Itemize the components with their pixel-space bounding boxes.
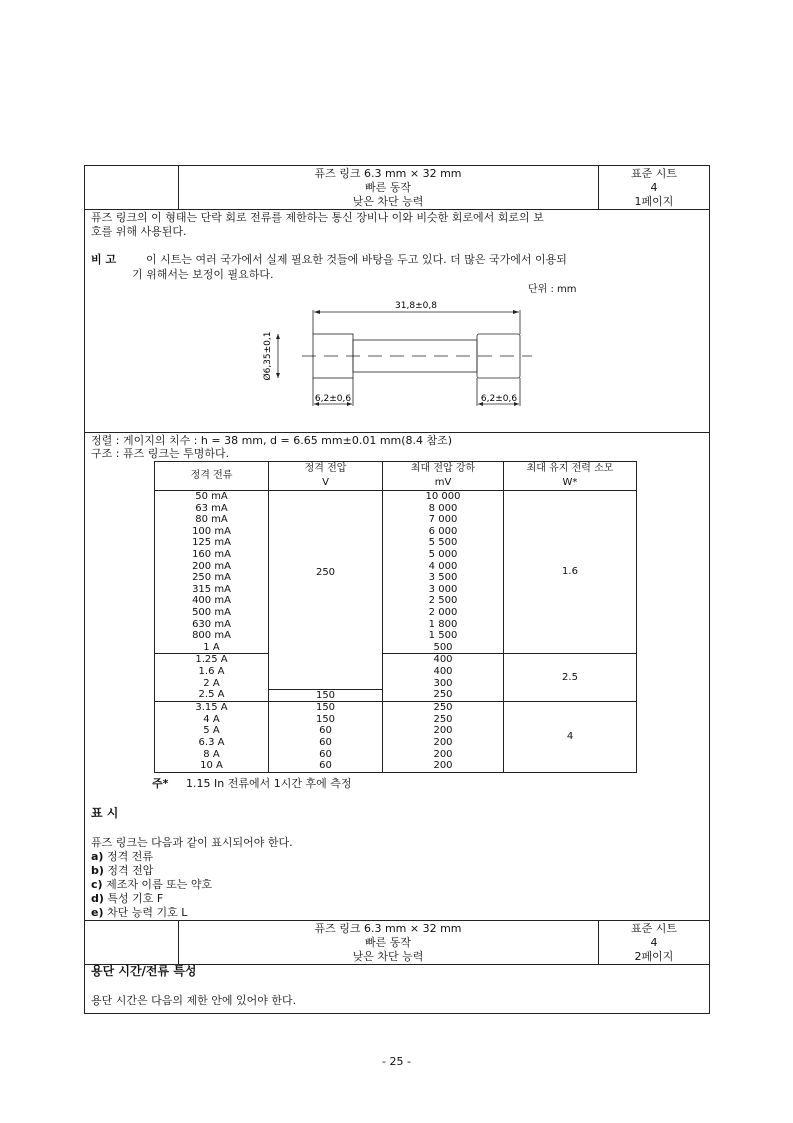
- cell: 200 mA: [192, 560, 231, 572]
- sheet2-title-line1: 퓨즈 링크 6.3 mm × 32 mm: [314, 922, 462, 935]
- marking-text: 특성 기호 F: [107, 892, 164, 905]
- cell: 3 500: [428, 572, 458, 584]
- cell: 4 A: [203, 713, 220, 725]
- cell: 160 mA: [192, 548, 231, 560]
- marking-item-e: [91, 906, 187, 919]
- cell: 5 500: [428, 537, 458, 549]
- table-row-group2: [155, 654, 637, 702]
- cell: 500 mA: [192, 606, 231, 618]
- cell: 300: [433, 677, 453, 689]
- group3-power: 4: [504, 702, 637, 773]
- group2-drops: [383, 654, 504, 702]
- rating-line: 정렬 : 게이지의 치수 : h = 38 mm, d = 6.65 mm±0.01 mm(8.4 참조): [91, 434, 453, 447]
- marking-text: 정격 전류: [106, 850, 153, 863]
- cell: 7 000: [428, 514, 458, 526]
- marking-key: d): [91, 892, 104, 905]
- cell: 400 mA: [192, 595, 231, 607]
- cell: 5 A: [203, 725, 220, 737]
- cell: 200: [433, 725, 453, 737]
- note-line2: 기 위해서는 보정이 필요하다.: [132, 268, 274, 281]
- cell: 4 000: [428, 560, 458, 572]
- sheet2-title-line2: 빠른 동작: [364, 936, 411, 949]
- cell: 60: [319, 736, 332, 748]
- sheet1-title-line2: 빠른 동작: [364, 181, 411, 194]
- intro-line2: 호를 위해 사용된다.: [91, 225, 187, 238]
- group3-currents: [155, 702, 269, 773]
- cell: 400: [433, 654, 453, 666]
- group1-voltage: 250: [269, 491, 383, 654]
- table-row-group3: [155, 702, 637, 773]
- cell: 2 A: [203, 677, 220, 689]
- cell: 2 000: [428, 606, 458, 618]
- cell: 8 000: [428, 502, 458, 514]
- group2-currents: [155, 654, 269, 702]
- drawing-bottom-rule: [84, 432, 710, 433]
- cell: 250 mA: [192, 572, 231, 584]
- cell: 8 A: [203, 748, 220, 760]
- cell: 50 mA: [195, 491, 228, 502]
- intro-line1: 퓨즈 링크의 이 형태는 단락 회로 전류를 제한하는 통신 장비나 이와 비슷한 회로에서 회로의 보: [91, 211, 544, 224]
- cell: 10 000: [425, 491, 461, 502]
- table-header-row: [155, 462, 637, 477]
- sheet1-std-number: 4: [650, 181, 658, 194]
- cell: 200: [433, 748, 453, 760]
- group2-power: 2.5: [504, 654, 637, 702]
- marking-text: 제조자 이름 또는 약호: [106, 878, 213, 891]
- sheet1-std-label: 표준 시트: [630, 167, 677, 180]
- cell: 150: [269, 689, 382, 702]
- marking-item-d: [91, 892, 163, 905]
- cell: 1 500: [428, 630, 458, 642]
- cap-right-dim-text: 6,2±0,6: [480, 394, 518, 404]
- marking-key: e): [91, 906, 104, 919]
- cell: 1 A: [203, 641, 220, 653]
- footnote-text: 1.15 In 전류에서 1시간 후에 측정: [186, 777, 352, 790]
- sheet1-header-bottom: [84, 209, 710, 210]
- group1-currents: [155, 491, 269, 654]
- group3-voltages: [269, 702, 383, 773]
- cell: 250: [433, 702, 453, 714]
- cell: 800 mA: [192, 630, 231, 642]
- th-max-drop: 최대 전압 강하: [383, 462, 504, 477]
- marking-text: 정격 전압: [107, 864, 154, 877]
- group2-voltage-blank: [269, 654, 382, 689]
- th-max-power-unit: W*: [504, 476, 637, 491]
- note-line1: 이 시트는 여러 국가에서 실제 필요한 것들에 바탕을 두고 있다. 더 많은 국가에서 이용되: [146, 253, 567, 266]
- cell: 1 800: [428, 618, 458, 630]
- fuse-drawing: [250, 296, 540, 414]
- marking-key: c): [91, 878, 103, 891]
- cell: 6.3 A: [198, 736, 225, 748]
- cell: 125 mA: [192, 537, 231, 549]
- cell: 100 mA: [192, 525, 231, 537]
- footnote-marker: 주*: [152, 777, 169, 790]
- diameter-dim-text: Ø6,35±0,1: [263, 331, 273, 381]
- note-label: 비 고: [91, 253, 117, 266]
- cell: 200: [433, 760, 453, 772]
- cell: 3.15 A: [195, 702, 228, 714]
- group1-drops: [383, 491, 504, 654]
- rating-table: [154, 461, 637, 773]
- sheet1-page-label: 1페이지: [634, 195, 674, 208]
- page-number: - 25 -: [382, 1055, 411, 1068]
- cell: 200: [433, 736, 453, 748]
- sheet2-page-label: 2페이지: [634, 950, 674, 963]
- sheet2-std-label: 표준 시트: [630, 922, 677, 935]
- marking-item-a: [91, 850, 153, 863]
- cell: 2.5 A: [198, 689, 225, 701]
- cell: 3 000: [428, 583, 458, 595]
- table-row-group1: [155, 491, 637, 654]
- th-max-drop-unit: mV: [383, 476, 504, 491]
- cell: 60: [319, 760, 332, 772]
- cell: 60: [319, 748, 332, 760]
- sheet2-title-line3: 낮은 차단 능력: [352, 950, 424, 963]
- section-text: 용단 시간은 다음의 제한 안에 있어야 한다.: [91, 994, 297, 1007]
- cell: 1.6 A: [198, 665, 225, 677]
- cell: 10 A: [200, 760, 223, 772]
- marking-intro: 퓨즈 링크는 다음과 같이 표시되어야 한다.: [91, 836, 293, 849]
- cell: 1.25 A: [195, 654, 228, 666]
- cell: 63 mA: [195, 502, 228, 514]
- th-rated-current: 정격 전류: [155, 462, 269, 491]
- cell: 60: [319, 725, 332, 737]
- marking-item-b: [91, 864, 153, 877]
- cell: 250: [433, 713, 453, 725]
- cell: 315 mA: [192, 583, 231, 595]
- length-dim-text: 31,8±0,8: [395, 301, 437, 311]
- section-title: 용단 시간/전류 특성: [91, 964, 197, 978]
- group2-voltage: [269, 654, 383, 702]
- cap-left-dim-text: 6,2±0,6: [314, 394, 352, 404]
- cell: 630 mA: [192, 618, 231, 630]
- cell: 400: [433, 665, 453, 677]
- marking-key: a): [91, 850, 104, 863]
- cell: 500: [433, 641, 453, 653]
- th-rated-voltage: 정격 전압: [269, 462, 383, 477]
- group3-drops: [383, 702, 504, 773]
- marking-text: 차단 능력 기호 L: [107, 906, 188, 919]
- marking-key: b): [91, 864, 104, 877]
- marking-item-c: [91, 878, 212, 891]
- cell: 250: [433, 689, 453, 701]
- cell: 6 000: [428, 525, 458, 537]
- th-max-power: 최대 유지 전력 소모: [504, 462, 637, 477]
- marking-title: 표 시: [91, 806, 119, 820]
- cell: 150: [315, 713, 336, 725]
- cell: 5 000: [428, 548, 458, 560]
- sheet1-title-line1: 퓨즈 링크 6.3 mm × 32 mm: [314, 167, 462, 180]
- sheet2-std-number: 4: [650, 936, 658, 949]
- sheet1-title-line3: 낮은 차단 능력: [352, 195, 424, 208]
- cell: 2 500: [428, 595, 458, 607]
- structure-line: 구조 : 퓨즈 링크는 투명하다.: [91, 447, 230, 460]
- unit-label: 단위 : mm: [528, 284, 577, 295]
- group1-power: 1.6: [504, 491, 637, 654]
- th-rated-voltage-unit: V: [269, 476, 383, 491]
- cell: 150: [315, 702, 336, 714]
- cell: 80 mA: [195, 514, 228, 526]
